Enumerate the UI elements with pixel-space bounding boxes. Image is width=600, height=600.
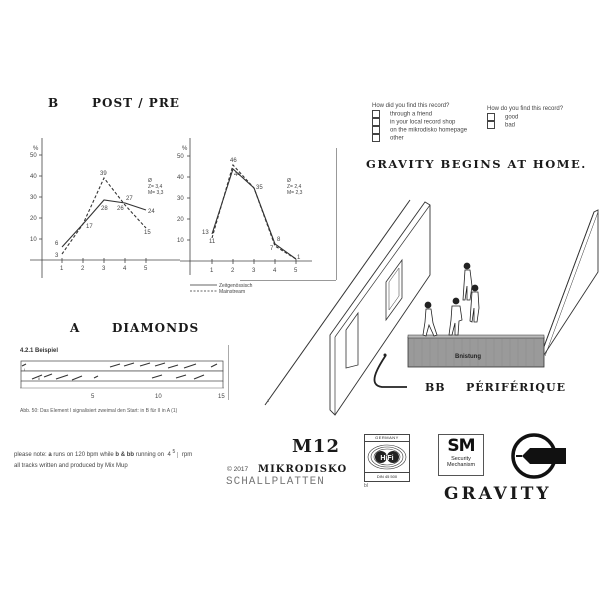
hifi-badge xyxy=(364,434,410,482)
svg-text:%: % xyxy=(182,146,188,152)
svg-text:35: 35 xyxy=(256,185,263,191)
rpm-value-2: 5 xyxy=(172,449,176,455)
svg-text:3: 3 xyxy=(102,266,106,272)
row-label-1: I xyxy=(24,367,26,372)
svg-text:2: 2 xyxy=(231,268,235,274)
checkbox[interactable] xyxy=(372,118,380,126)
platform-label: Bnistung xyxy=(455,354,481,360)
diamonds-figure xyxy=(18,358,228,406)
note-line-2: all tracks written and produced by Mix Mup xyxy=(14,463,128,469)
svg-text:M= 3,3: M= 3,3 xyxy=(148,190,164,196)
svg-text:11: 11 xyxy=(209,239,216,245)
svg-text:1: 1 xyxy=(60,266,64,272)
svg-text:1: 1 xyxy=(297,255,301,261)
svg-text:15: 15 xyxy=(144,230,151,236)
figure-caption: Abb. 50: Das Element I signalisiert zweimal den Start: in B für II in A (1) xyxy=(20,408,178,414)
sm-badge xyxy=(438,434,484,476)
svg-text:44: 44 xyxy=(234,172,241,178)
svg-text:%: % xyxy=(33,146,39,152)
copyright: © 2017 xyxy=(227,466,249,473)
survey-q1-option: other xyxy=(372,134,467,142)
svg-text:6: 6 xyxy=(55,241,59,247)
survey-q2-question: How do you find this record? xyxy=(487,106,564,112)
section-a-title: DIAMONDS xyxy=(112,321,200,335)
checkbox[interactable] xyxy=(372,134,380,142)
svg-text:30: 30 xyxy=(177,196,184,202)
row-label-2: II xyxy=(38,376,41,381)
survey-q2-option: bad xyxy=(487,121,563,129)
svg-text:HiFi: HiFi xyxy=(380,455,394,462)
hifi-badge-top: GERMANY xyxy=(365,435,409,442)
svg-text:7: 7 xyxy=(270,246,274,252)
svg-text:3: 3 xyxy=(55,253,59,259)
checkbox[interactable] xyxy=(372,126,380,134)
gravity-wordmark: GRAVITY xyxy=(444,484,552,504)
catalog-number: M12 xyxy=(292,436,340,457)
svg-text:20: 20 xyxy=(30,216,37,222)
svg-text:2: 2 xyxy=(81,266,85,272)
svg-text:Z= 3,4: Z= 3,4 xyxy=(148,184,163,190)
svg-text:10: 10 xyxy=(155,394,162,400)
section-b-letter: B xyxy=(48,96,60,110)
section-b-title: POST / PRE xyxy=(92,96,180,110)
svg-text:39: 39 xyxy=(100,171,107,177)
sm-badge-line1: Security xyxy=(451,456,471,462)
svg-text:20: 20 xyxy=(177,217,184,223)
checkbox[interactable] xyxy=(487,113,495,121)
label-name: MIKRODISKO xyxy=(258,464,348,475)
survey-q1-question: How did you find this record? xyxy=(372,103,450,109)
survey-q1-option: through a friend xyxy=(372,110,467,118)
svg-text:1: 1 xyxy=(210,268,214,274)
rpm-value-1: 4 xyxy=(167,452,171,458)
svg-text:17: 17 xyxy=(86,224,93,230)
svg-text:40: 40 xyxy=(177,175,184,181)
svg-text:Ø: Ø xyxy=(148,178,152,184)
svg-text:4: 4 xyxy=(273,268,277,274)
diamonds-frame-edge xyxy=(228,345,229,400)
svg-text:Mainstream: Mainstream xyxy=(219,289,246,295)
checkbox[interactable] xyxy=(487,121,495,129)
survey-q1 xyxy=(372,102,467,142)
label-subname: SCHALLPLATTEN xyxy=(226,476,325,488)
svg-text:5: 5 xyxy=(91,394,95,400)
hifi-icon xyxy=(365,442,409,472)
svg-text:24: 24 xyxy=(148,209,155,215)
survey-q2 xyxy=(487,105,563,129)
svg-text:50: 50 xyxy=(30,153,37,159)
section-bb-letter: BB xyxy=(425,381,446,394)
svg-text:15: 15 xyxy=(218,394,225,400)
svg-text:26: 26 xyxy=(117,206,124,212)
svg-text:8: 8 xyxy=(277,237,281,243)
svg-text:1: 1 xyxy=(267,398,270,403)
sm-badge-big: SM xyxy=(447,436,475,456)
survey-q1-option: in your local record shop xyxy=(372,118,467,126)
section-a-letter: A xyxy=(70,321,81,335)
chart-post-pre-left xyxy=(30,130,180,280)
svg-text:Z= 2,4: Z= 2,4 xyxy=(287,184,302,190)
svg-text:46: 46 xyxy=(230,158,237,164)
svg-text:3: 3 xyxy=(252,268,256,274)
svg-text:10: 10 xyxy=(30,237,37,243)
svg-text:28: 28 xyxy=(101,206,108,212)
checkbox[interactable] xyxy=(372,110,380,118)
svg-text:50: 50 xyxy=(177,154,184,160)
svg-text:M= 2,3: M= 2,3 xyxy=(287,190,303,196)
svg-text:40: 40 xyxy=(30,174,37,180)
svg-text:10: 10 xyxy=(177,238,184,244)
figure-heading: 4.2.1 Beispiel xyxy=(20,348,59,354)
sm-badge-line2: Mechanism xyxy=(446,462,476,468)
svg-text:5: 5 xyxy=(294,268,298,274)
note-line-1: please note: a runs on 120 bpm while b & bb running on 4 $^5$ rpm xyxy=(14,449,193,458)
rpm-unit: rpm xyxy=(177,452,192,458)
svg-text:4: 4 xyxy=(123,266,127,272)
survey-q1-option: on the mikrodisko homepage xyxy=(372,126,467,134)
svg-text:Zeitgenössisch: Zeitgenössisch xyxy=(219,283,253,289)
gravity-logo-icon xyxy=(510,432,570,480)
svg-text:13: 13 xyxy=(202,230,209,236)
section-bb-title: PÉRIFÉRIQUE xyxy=(466,381,566,394)
hifi-mark: bl xyxy=(364,483,368,489)
tagline: GRAVITY BEGINS AT HOME. xyxy=(366,157,587,171)
svg-text:27: 27 xyxy=(126,196,133,202)
survey-q2-option: good xyxy=(487,113,563,121)
svg-text:Ø: Ø xyxy=(287,178,291,184)
svg-text:5: 5 xyxy=(144,266,148,272)
svg-text:30: 30 xyxy=(30,195,37,201)
hifi-badge-bottom: DIN 45 500 xyxy=(365,472,409,480)
